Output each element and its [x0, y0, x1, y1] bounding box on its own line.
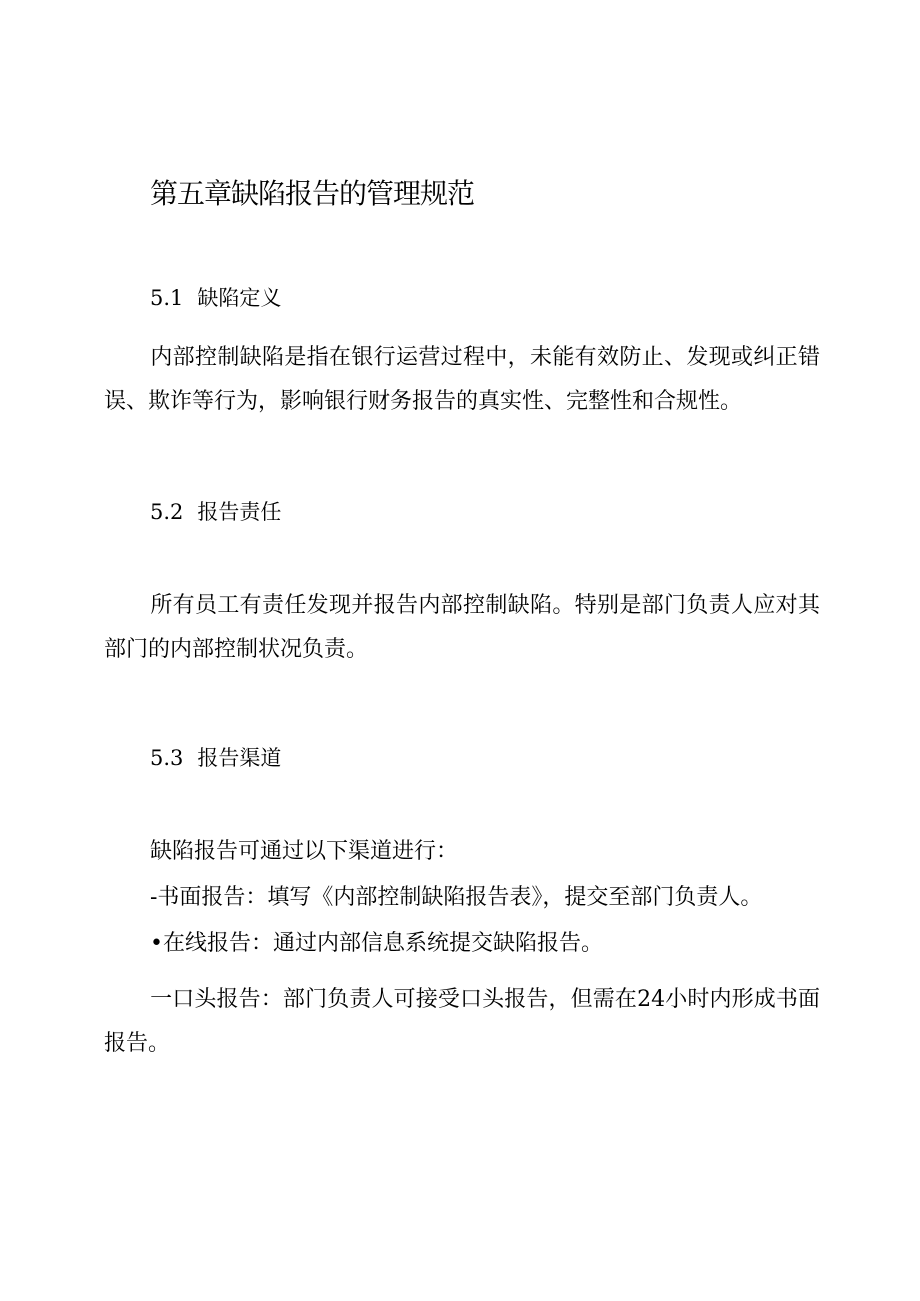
- channels-intro: 缺陷报告可通过以下渠道进行：: [150, 839, 459, 864]
- section-number: 5.2: [150, 500, 184, 524]
- paragraph-text: 一口头报告：部门负责人可接受口头报告，但需在24小时内形成书面报告。: [104, 987, 820, 1056]
- section-number: 5.3: [150, 746, 184, 770]
- section-number: 5.1: [150, 286, 184, 310]
- chapter-title: 第五章缺陷报告的管理规范: [150, 177, 475, 210]
- list-item: •在线报告：通过内部信息系统提交缺陷报告。: [150, 931, 603, 956]
- section-title: 报告责任: [197, 500, 282, 524]
- section-title: 报告渠道: [197, 746, 282, 770]
- section-heading-5-2: [150, 496, 281, 526]
- section-paragraph-5-1: [104, 336, 820, 424]
- list-item: [104, 978, 820, 1066]
- paragraph-text: 内部控制缺陷是指在银行运营过程中，未能有效防止、发现或纠正错误、欺诈等行为，影响银行财务报告的真实性、完整性和合规性。: [104, 345, 820, 414]
- list-item: -书面报告：填写《内部控制缺陷报告表》，提交至部门负责人。: [150, 885, 763, 910]
- paragraph-text: 所有员工有责任发现并报告内部控制缺陷。特别是部门负责人应对其部门的内部控制状况负责。: [104, 593, 820, 662]
- section-paragraph-5-2: [104, 584, 820, 672]
- section-heading-5-1: [150, 282, 281, 312]
- section-heading-5-3: [150, 742, 281, 772]
- section-title: 缺陷定义: [197, 286, 282, 310]
